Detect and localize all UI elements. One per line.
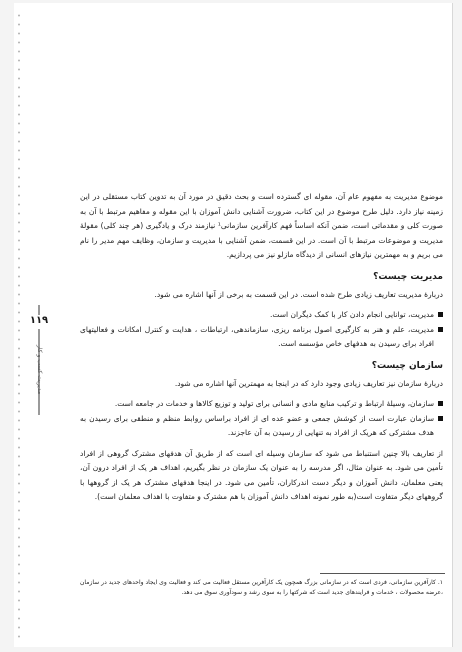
section-heading-management: مدیریت چیست؟ xyxy=(373,271,443,282)
bullet-item xyxy=(80,308,443,323)
closing-paragraph: از تعاریف بالا چنین استنباط می شود که سازمان وسیله ای است که از طریق آن هدفهای مشترک گروهی از افراد تأمین می شود. به عنوان مثال، اگر مدرسه را به عنوان یک سازمان در نظر بگیریم، اهداف هر یک از افراد درون آن، یعنی معلمان، دانش آموزان و دیگر دست اندرکاران، تأمین می شود. در اینجا هدفهای مشترک هر یک از گروهها با گروههای دیگر متفاوت است(به طور نمونه اهداف دانش آموزان با هم مشترک و متفاوت با اهداف معلمان است). xyxy=(80,448,443,501)
page-content xyxy=(80,190,443,505)
running-head: مدیریت کسب و کار xyxy=(36,345,43,395)
bullet-text: سازمان، وسیلهٔ ارتباط و ترکیب منابع مادی و انسانی برای تولید و توزیع کالاها و خدمات در جامعه است. xyxy=(114,399,434,408)
section-lead-management: دربارهٔ مدیریت تعاریف زیادی طرح شده است. در این قسمت به برخی از آنها اشاره می شود. xyxy=(154,289,443,299)
footnote-divider xyxy=(320,573,445,574)
bullet-square-icon xyxy=(438,416,443,421)
section-heading-organization: سازمان چیست؟ xyxy=(371,360,443,371)
bullet-square-icon xyxy=(438,401,443,406)
bullet-item xyxy=(80,397,443,412)
bullet-item xyxy=(80,323,443,352)
section-lead-organization: دربارهٔ سازمان نیز تعاریف زیادی وجود دارد که در اینجا به مهمترین آنها اشاره می شود. xyxy=(174,378,443,388)
page-number: ۱۱۹ xyxy=(28,315,50,329)
footnote: ۱. کارآفرین سازمانی، فردی است که در سازمانی بزرگ همچون یک کارآفرین مستقل فعالیت می کند و فعالیت وی ایجاد واحدهای جدید در سازمان ،عرضه محصولات ، خدمات و فرایندهای جدید است که شرکتها را به سوی رشد و سودآوری سوق می دهد. xyxy=(80,579,443,596)
bullet-square-icon xyxy=(438,312,443,317)
bullet-text: سازمان عبارت است از کوشش جمعی و عضو عده ای از افراد براساس روابط منظم و منطقی برای رسیدن به هدف مشترکی که هریک از افراد به تنهایی از رسیدن به آن عاجزند. xyxy=(80,413,434,437)
bullet-square-icon xyxy=(438,327,443,332)
bullet-text: مدیریت، توانایی انجام دادن کار با کمک دیگران است. xyxy=(270,310,434,319)
bullet-item xyxy=(80,412,443,441)
bullet-text: مدیریت، علم و هنر به کارگیری اصول برنامه ریزی، سازماندهی، ارتباطات ، هدایت و کنترل امکانات و فعالیتهای افراد برای رسیدن به هدفهای خاص مؤسسه است. xyxy=(80,324,434,348)
binding-dots xyxy=(17,11,21,641)
intro-paragraph: موضوع مدیریت به مفهوم عام آن، مقوله ای گسترده است و بحث دقیق در مورد آن به تدوین کتاب مستقلی در این زمینه نیاز دارد. دلیل طرح موضوع در این کتاب، ضرورت آشنایی دانش آموزان با این مقوله و مفاهیم مرتبط با آن به صورت کلی و مقدماتی است، ضمن آنکه اساساً فهم کارآفرین سازمانی¹ نیازمند درک و یادگیری (هر چند کلی) مقولهٔ مدیریت و موضوعات مرتبط با آن است. در این قسمت، ضمن آشنایی با مدیریت و سازمان، وظایف مهم مدیر را نام می بریم و به مهمترین نیازهای انسانی از دیدگاه مازلو نیز می پردازیم. xyxy=(80,192,443,259)
